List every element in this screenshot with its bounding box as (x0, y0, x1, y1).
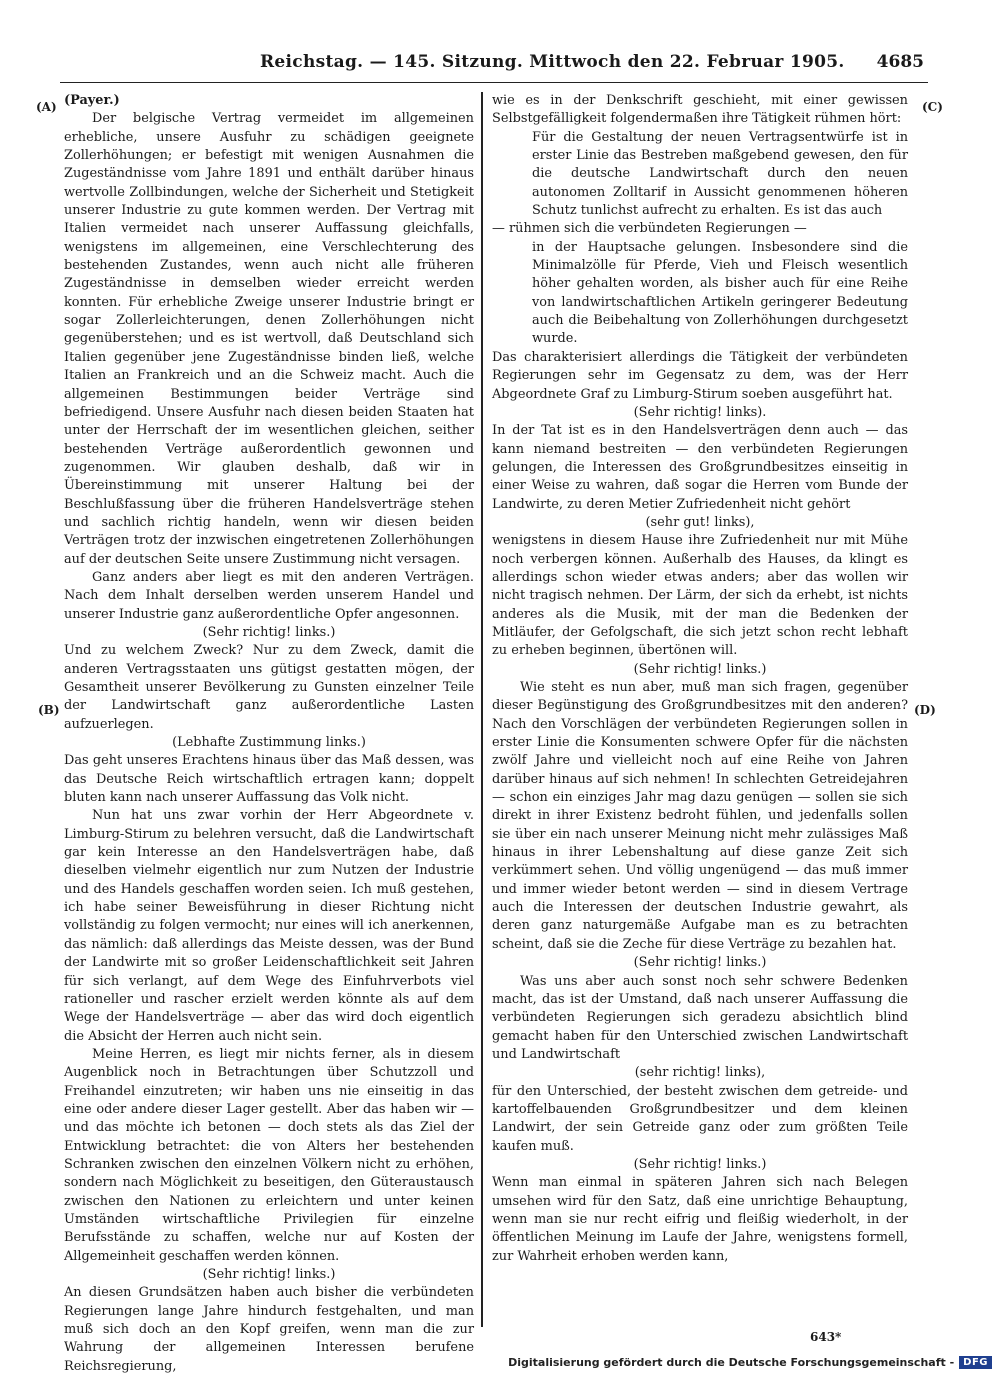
right-column-paragraph: (Sehr richtig! links.) (633, 1156, 767, 1172)
left-column (64, 92, 474, 1376)
right-column-paragraph: (Sehr richtig! links.) (633, 661, 767, 677)
left-column-paragraph: An diesen Grundsätzen haben auch bisher die verbündeten Regierungen lange Jahre hindurch festgehalten, und man muß sich doch an den Kopf greifen, wenn man die zur Wahrung der allgemeinen Interessen berufene Reichsregierung, (64, 1285, 474, 1374)
margin-mark-d: (D) (914, 703, 936, 717)
left-column-paragraph: Und zu welchem Zweck? Nur zu dem Zweck, damit die anderen Vertragsstaaten uns gütigst gestatten mögen, der Gesamtheit unserer Bevölkerung zu Gunsten einzelner Teile der Landwirtschaft ganz außerordentliche Lasten aufzuerlegen. (64, 643, 474, 732)
dfg-logo: DFG (959, 1356, 992, 1369)
margin-mark-b: (B) (38, 703, 60, 717)
left-column-paragraph: Der belgische Vertrag vermeidet im allgemeinen erhebliche, unsere Ausfuhr zu schädigen geeignete Zollerhöhungen; er befestigt mit wenigen Ausnahmen die Zugeständnisse vom Jahre 1891 und enthält darüber hinaus wertvolle Zollbindungen, welche der Sicherheit und Stetigkeit unserer Industrie zu gute kommen werden. Der Vertrag mit Italien vermeidet nach unserer Auffassung gleichfalls, wenigstens im allgemeinen, eine Verschlechterung des bestehenden Zustandes, wenn auch nicht alle früheren Zugeständnisse in demselben wieder erreicht werden konnten. Für erhebliche Zweige unserer Industrie bringt er sogar Zollerleichterungen, denen Zollerhöhungen nicht gegenüberstehen; und es ist wertvoll, daß Deutschland sich Italien gegenüber jene Zugeständnisse binden ließ, welche Italien an Frankreich und an die Schweiz macht. Auch die allgemeinen Bestimmungen beider Verträge sind befriedigend. Unsere Ausfuhr nach diesen beiden Staaten hat unter der Herrschaft der im wesentlichen gleichen, seither bestehenden Verträge außerordentlich gewonnen und zugenommen. Wir glauben deshalb, daß wir in Übereinstimmung mit unserer Haltung bei der Beschlußfassung über die früheren Handelsverträge stehen und sachlich richtig handeln, wenn wir diesen beiden Verträgen trotz der inzwischen eingetretenen Zollerhöhungen auf der deutschen Seite unsere Zustimmung nicht versagen. (64, 111, 474, 567)
sheet-signature: 643* (810, 1330, 842, 1344)
right-column-paragraph: (sehr gut! links), (645, 514, 755, 530)
margin-mark-a: (A) (36, 100, 57, 114)
right-column-paragraph: (sehr richtig! links), (634, 1065, 766, 1081)
right-column-paragraph: Das charakterisiert allerdings die Tätigkeit der verbündeten Regierungen sehr im Gegensatz zu dem, was der Herr Abgeordnete Graf zu Limburg-Stirum soeben ausgeführt hat. (492, 349, 908, 402)
left-column-paragraph: Ganz anders aber liegt es mit den anderen Verträgen. Nach dem Inhalt derselben werden unserem Handel und unserer Industrie ganz außerordentliche Opfer angesonnen. (64, 569, 474, 622)
left-column-paragraph: Meine Herren, es liegt mir nichts ferner, als in diesem Augenblick noch in Betrachtungen über Schutzzoll und Freihandel einzutreten; wir haben uns nie einseitig in das eine oder andere dieser Lager gestellt. Aber das haben wir — und das möchte ich betonen — doch stets als das Ziel der Entwicklung betrachtet: die von Alters her bestehenden Schranken zwischen den einzelnen Völkern nicht zu erhöhen, sondern nach Möglichkeit zu beseitigen, den Güteraustausch zwischen den Nationen zu erleichtern und unter keinen Umständen wirtschaftliche Privilegien für einzelne Berufsstände zu schaffen, welche nur auf Kosten der Allgemeinheit geschaffen werden können. (64, 1046, 474, 1264)
right-column-paragraph: Für die Gestaltung der neuen Vertragsentwürfe ist in erster Linie das Bestreben maßgebend gewesen, den für die deutsche Landwirtschaft durch den neuen autonomen Zolltarif in Aussicht genommenen höheren Schutz tunlichst aufrecht zu erhalten. Es ist das auch (532, 129, 908, 219)
left-column-paragraph: (Lebhafte Zustimmung links.) (172, 735, 366, 751)
header-title: Reichstag. — 145. Sitzung. Mittwoch den 22. Februar 1905. (260, 52, 845, 72)
left-column-paragraph: Nun hat uns zwar vorhin der Herr Abgeordnete v. Limburg-Stirum zu belehren versucht, daß die Landwirtschaft gar kein Interesse an den Handelsverträgen habe, daß dieselben vielmehr eigentlich nur zum Nutzen der Industrie und des Handels geschaffen worden seien. Ich muß gestehen, ich habe seiner Beweisführung in dieser Richtung nicht vollständig zu folgen vermocht; nur eines will ich anerkennen, das nämlich: daß allerdings das Meiste dessen, was der Bund der Landwirte mit so großer Leidenschaftlichkeit seit Jahren für sich verlangt, auf dem Wege des Einfuhrverbots viel rationeller und rascher erzielt werden könnte als auf dem Wege der Handelsverträge — aber das wird doch eigentlich die Absicht der Herren auch nicht sein. (64, 808, 474, 1044)
left-column-paragraph: (Payer.) (64, 93, 120, 108)
footer (508, 1356, 992, 1369)
right-column-paragraph: (Sehr richtig! links). (633, 404, 767, 420)
footer-credit: Digitalisierung gefördert durch die Deutsche Forschungsgemeinschaft - (508, 1356, 955, 1369)
left-column-paragraph: (Sehr richtig! links.) (202, 624, 336, 640)
right-column (492, 92, 908, 1266)
right-column-paragraph: Was uns aber auch sonst noch sehr schwere Bedenken macht, das ist der Umstand, daß nach unserer Auffassung die verbündeten Regierungen sich geradezu absichtlich blind gemacht haben für den Unterschied zwischen Landwirtschaft und Landwirtschaft (492, 973, 908, 1062)
right-column-paragraph: wenigstens in diesem Hause ihre Zufriedenheit nur mit Mühe noch verbergen können. Außerhalb des Hauses, da klingt es allerdings schon wieder etwas anders; aber das wollen wir nicht tragisch nehmen. Der Lärm, der sich da erhebt, ist nichts anderes als die Musik, mit der man die Bedenken der Mitläufer, der Gefolgschaft, die sich jetzt schon recht lebhaft zu erheben beginnen, übertönen will. (492, 533, 908, 659)
left-column-paragraph: (Sehr richtig! links.) (202, 1267, 336, 1282)
column-divider (481, 92, 483, 1327)
margin-mark-c: (C) (922, 100, 943, 114)
right-column-paragraph: (Sehr richtig! links.) (633, 955, 767, 971)
right-column-paragraph: — rühmen sich die verbündeten Regierungen — (492, 221, 807, 237)
right-column-paragraph: in der Hauptsache gelungen. Insbesondere sind die Minimalzölle für Pferde, Vieh und Fleisch wesentlich höher gehalten worden, als bisher auch für eine Reihe von landwirtschaftlichen Artikeln geringerer Bedeutung auch die Beibehaltung von Zollerhöhungen durchgesetzt wurde. (532, 239, 908, 347)
page-number: 4685 (876, 52, 924, 72)
running-header (60, 52, 928, 83)
right-column-paragraph: für den Unterschied, der besteht zwischen dem getreide- und kartoffelbauenden Großgrundbesitzer und dem kleinen Landwirt, der sein Getreide ganz oder zum größten Teile kaufen muß. (492, 1083, 908, 1154)
right-column-paragraph: In der Tat ist es in den Handelsverträgen denn auch — das kann niemand bestreiten — den verbündeten Regierungen gelungen, die Interessen des Großgrundbesitzes einseitig in einer Weise zu wahren, daß sogar die Herren vom Bunde der Landwirte, zu deren Metier Zufriedenheit nicht gehört (492, 423, 908, 512)
right-column-paragraph: Wenn man einmal in späteren Jahren sich nach Belegen umsehen wird für den Satz, daß eine unrichtige Behauptung, wenn man sie nur recht eifrig und fleißig wiederholt, in der öffentlichen Meinung im Laufe der Jahre, wenigstens formell, zur Wahrheit erhoben werden kann, (492, 1175, 908, 1264)
right-column-paragraph: Wie steht es nun aber, muß man sich fragen, gegenüber dieser Begünstigung des Großgrundbesitzes mit den anderen? Nach den Vorschlägen der verbündeten Regierungen sollen in erster Linie die Konsumenten schwere Opfer für die nächsten zwölf Jahre und vielleicht noch auf eine Reihe von Jahren darüber hinaus auf sich nehmen! In schlechten Getreidejahren — schon ein einziges Jahr mag dazu genügen — sollen sie sich direkt in ihrer Existenz bedroht fühlen, und jedenfalls sollen sie über ein nach unserer Meinung nicht mehr zulässiges Maß hinaus in ihrer Lebenshaltung auf diese ganze Zeit sich verkümmert sehen. Und völlig ungenügend — das muß immer und immer wieder betont werden — sind in diesem Vertrage auch die Interessen der deutschen Industrie gewahrt, als deren ganz naturgemäße Aufgabe man es zu betrachten scheint, daß sie die Zeche für diese Verträge zu bezahlen hat. (492, 680, 908, 952)
left-column-paragraph: Das geht unseres Erachtens hinaus über das Maß dessen, was das Deutsche Reich wirtschaftlich ertragen kann; doppelt bluten kann nach unserer Auffassung das Volk nicht. (64, 753, 474, 806)
right-column-paragraph: wie es in der Denkschrift geschieht, mit einer gewissen Selbstgefälligkeit folgendermaßen ihre Tätigkeit rühmen hört: (492, 93, 908, 127)
